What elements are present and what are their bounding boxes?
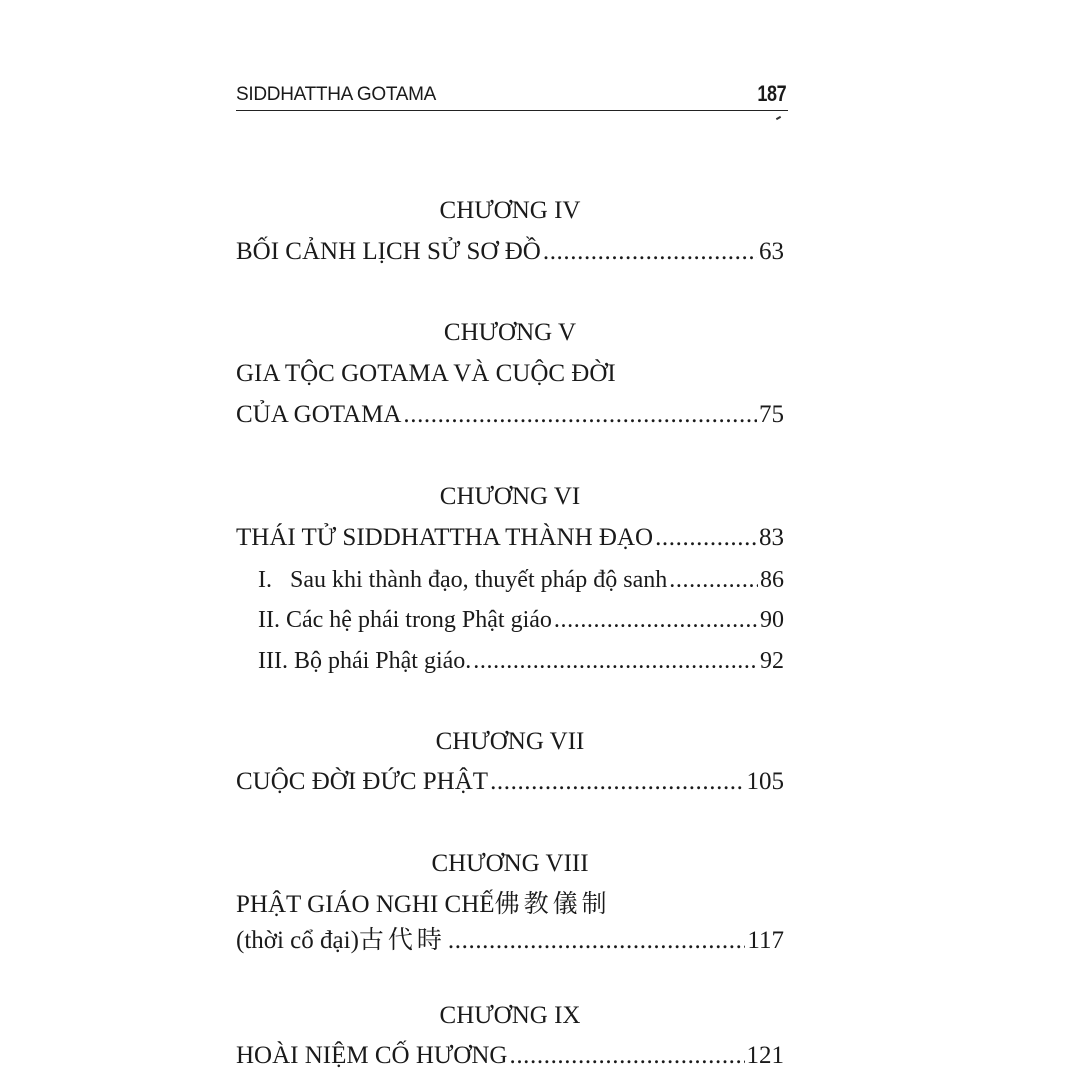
- toc-entry-page: 63: [759, 238, 784, 265]
- toc-subentry-title: I. Sau khi thành đạo, thuyết pháp độ sanh: [258, 567, 668, 593]
- toc-subentry-title: III. Bộ phái Phật giáo.: [258, 648, 472, 674]
- page-number: 187: [757, 81, 786, 106]
- toc-subentry: [258, 605, 784, 635]
- chapter-heading: CHƯƠNG VIII: [431, 850, 589, 877]
- toc-entry-title: BỐI CẢNH LỊCH SỬ SƠ ĐỒ: [236, 238, 541, 265]
- toc-entry-page: 121: [746, 1042, 784, 1069]
- toc-entry: [236, 237, 784, 267]
- toc-subentry: [258, 646, 784, 676]
- toc-entry-title-vi: PHẬT GIÁO NGHI CHẾ: [236, 891, 495, 918]
- toc-entry-title-line: GIA TỘC GOTAMA VÀ CUỘC ĐỜI: [236, 360, 616, 387]
- toc-entry-title-cjk: 佛教儀制: [494, 891, 611, 918]
- dot-leader: [554, 605, 758, 635]
- chapter-heading: CHƯƠNG IX: [439, 1002, 581, 1029]
- toc-entry: [236, 400, 784, 430]
- dot-leader: [490, 767, 744, 797]
- print-mark: [776, 116, 781, 120]
- chapter-heading: CHƯƠNG VII: [435, 728, 585, 755]
- toc-entry: [236, 926, 784, 956]
- toc-entry-title: CỦA GOTAMA: [236, 401, 402, 428]
- toc-entry: [236, 523, 784, 553]
- dot-leader: [543, 237, 757, 267]
- toc-entry-page: 75: [759, 401, 784, 428]
- toc-subentry-page: 86: [760, 567, 784, 593]
- running-header: [236, 82, 788, 111]
- toc-entry-title: CUỘC ĐỜI ĐỨC PHẬT: [236, 768, 489, 795]
- toc-subentry: [258, 565, 784, 595]
- toc-entry-page: 83: [759, 524, 784, 551]
- toc-entry: [236, 767, 784, 797]
- toc-entry-title-line: [236, 890, 784, 920]
- dot-leader: [473, 646, 758, 676]
- toc-entry-page: 105: [746, 768, 784, 795]
- chapter-heading: CHƯƠNG V: [443, 319, 577, 346]
- chapter-heading: CHƯƠNG VI: [439, 483, 581, 510]
- toc-subentry-title: II. Các hệ phái trong Phật giáo: [258, 607, 552, 633]
- toc-entry-page: 117: [747, 927, 784, 954]
- toc-entry-title: THÁI TỬ SIDDHATTHA THÀNH ĐẠO: [236, 524, 654, 551]
- dot-leader: [509, 1041, 744, 1071]
- dot-leader: [448, 926, 746, 956]
- chapter-heading: CHƯƠNG IV: [439, 197, 581, 224]
- toc-entry: [236, 1041, 784, 1071]
- dot-leader: [669, 565, 758, 595]
- toc-entry-title-cjk: 古代時: [358, 927, 446, 954]
- toc-entry-title: HOÀI NIỆM CỐ HƯƠNG: [236, 1042, 508, 1069]
- toc-entry-title: [236, 926, 446, 956]
- toc-subentry-page: 90: [760, 607, 784, 633]
- running-title: SIDDHATTHA GOTAMA: [236, 84, 437, 105]
- dot-leader: [403, 400, 757, 430]
- toc-entry-title-vi: (thời cổ đại): [236, 927, 359, 954]
- dot-leader: [655, 523, 757, 553]
- toc-subentry-page: 92: [760, 648, 784, 674]
